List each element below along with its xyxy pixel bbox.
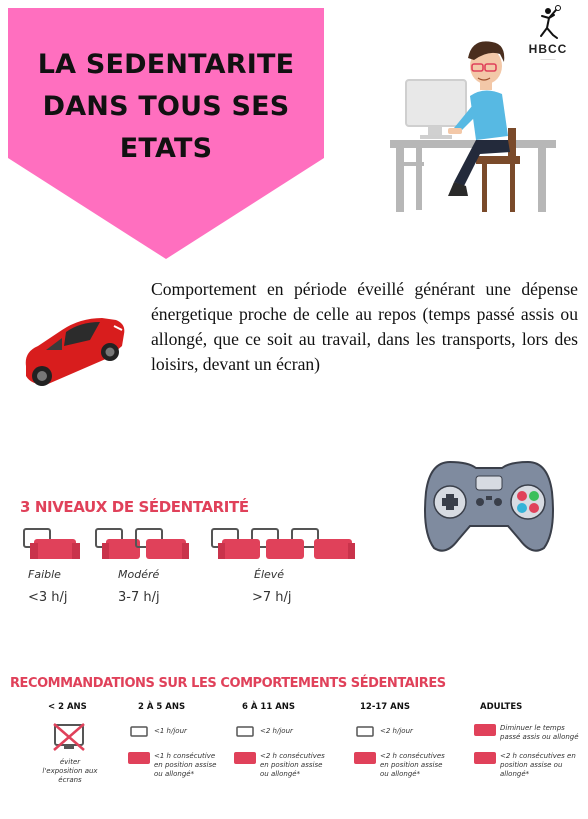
rec-seated-text: <2 h consécutives en position assise ou allongé* [500, 752, 576, 778]
sofa-icon [354, 752, 376, 764]
no-screen-icon [52, 722, 86, 752]
level-time-moderate: 3-7 h/j [118, 590, 160, 605]
rec-screen-text: <2 h/jour [380, 727, 413, 735]
rec-screen-text: <2 h/jour [260, 727, 293, 735]
recommendations-title: RECOMMANDATIONS SUR LES COMPORTEMENTS SÉDENTAIRES [10, 676, 446, 691]
rec-screen-text: éviter l'exposition aux écrans [42, 758, 98, 784]
sofa-icon [474, 752, 496, 764]
screen-icon [356, 726, 374, 738]
definition-text: Comportement en période éveillé générant une dépense énergetique proche de celle au repos (temps passé assis ou allongé, que ce soit au travail, dans les transports, lors des loisirs, devant un écran) [151, 279, 578, 374]
title-line-3: ETATS [119, 133, 213, 164]
age-header: 6 À 11 ANS [242, 702, 296, 712]
screen-sofa-icon [96, 529, 189, 559]
office-worker-illustration [388, 36, 558, 216]
screen-icon [130, 726, 148, 738]
page-title [8, 44, 324, 170]
car-icon [18, 300, 130, 394]
sofa-icon [474, 724, 496, 736]
rec-seated-text: <2 h consécutives en position assise ou allongé* [380, 752, 445, 778]
logo-subtitle: ————— [540, 57, 556, 61]
level-label-high: Élevé [254, 568, 285, 581]
rec-seated-text: <2 h consécutives en position assise ou allongé* [260, 752, 325, 778]
game-controller-icon [420, 452, 558, 554]
rec-adult-text: Diminuer le temps passé assis ou allongé [500, 724, 579, 741]
rec-seated-text: <1 h consécutive en position assise ou allongé* [154, 752, 217, 778]
screen-sofa-icon [24, 529, 80, 559]
age-header: 2 À 5 ANS [138, 702, 186, 712]
sedentary-levels-icons [22, 525, 362, 573]
screen-icon [236, 726, 254, 738]
title-line-1: LA SEDENTARITE [37, 49, 295, 80]
level-time-low: <3 h/j [28, 590, 68, 605]
rec-screen-text: <1 h/jour [154, 727, 187, 735]
title-banner [8, 8, 324, 259]
level-label-low: Faible [28, 568, 61, 581]
level-label-moderate: Modéré [118, 568, 160, 581]
age-header: ADULTES [480, 702, 523, 712]
sofa-icon [128, 752, 150, 764]
age-header: < 2 ANS [48, 702, 87, 712]
logo-text: HBCC [528, 42, 568, 56]
levels-title: 3 NIVEAUX DE SÉDENTARITÉ [20, 498, 249, 516]
title-line-2: DANS TOUS SES [42, 91, 290, 122]
sofa-icon [234, 752, 256, 764]
age-header: 12-17 ANS [360, 702, 410, 712]
level-time-high: >7 h/j [252, 590, 292, 605]
screen-sofa-icon [212, 529, 355, 559]
